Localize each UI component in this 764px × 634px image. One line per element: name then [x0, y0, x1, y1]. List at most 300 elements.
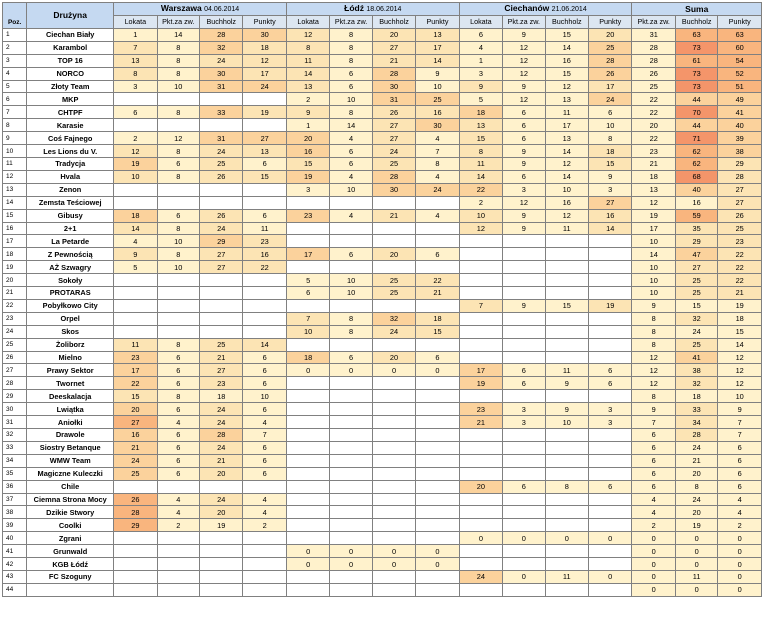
suma-punkty-cell: 7	[718, 429, 762, 442]
team-name-cell: FC Szoguny	[27, 570, 114, 583]
team-name-cell: Hvala	[27, 170, 114, 183]
warszawa-buchholz-cell: 26	[200, 209, 243, 222]
warszawa-punkty-cell: 6	[243, 403, 286, 416]
suma-punkty-cell: 9	[718, 403, 762, 416]
poz-cell: 7	[3, 106, 27, 119]
lodz-pkt-cell: 10	[330, 287, 372, 300]
warszawa-pkt-cell	[157, 532, 199, 545]
ciechanow-name: Ciechanów	[504, 3, 550, 13]
lodz-lokata-cell	[286, 299, 329, 312]
poz-cell: 36	[3, 480, 27, 493]
table-row	[3, 183, 762, 196]
warszawa-lokata-cell: 27	[114, 416, 157, 429]
team-name-cell: TOP 16	[27, 54, 114, 67]
ciechanow-buchholz-cell	[545, 467, 588, 480]
warszawa-punkty-cell: 17	[243, 67, 286, 80]
lodz-pkt-cell: 6	[330, 248, 372, 261]
lodz-lokata-cell: 20	[286, 132, 329, 145]
warszawa-lokata-cell: 18	[114, 209, 157, 222]
team-name-cell: MKP	[27, 93, 114, 106]
suma-pkt-cell: 28	[632, 54, 675, 67]
warszawa-pkt-cell: 8	[157, 145, 199, 158]
ciechanow-buchholz-cell	[545, 545, 588, 558]
warszawa-lokata-cell: 21	[114, 441, 157, 454]
team-name-cell: Żoliborz	[27, 338, 114, 351]
ciechanow-lokata-cell: 5	[459, 93, 502, 106]
lodz-pkt-cell: 8	[330, 312, 372, 325]
suma-pkt-cell: 12	[632, 351, 675, 364]
ciechanow-lokata-cell: 15	[459, 132, 502, 145]
suma-punkty-cell: 6	[718, 454, 762, 467]
lodz-lokata-cell: 13	[286, 80, 329, 93]
lodz-pkt-cell	[330, 583, 372, 596]
team-name-cell: PROTARAS	[27, 287, 114, 300]
team-name-cell: Tradycja	[27, 157, 114, 170]
suma-pkt-cell: 10	[632, 261, 675, 274]
warszawa-punkty-cell: 4	[243, 416, 286, 429]
lodz-punkty-cell	[416, 480, 459, 493]
lodz-buchholz-cell: 30	[372, 80, 415, 93]
suma-punkty-cell: 40	[718, 119, 762, 132]
warszawa-lokata-cell: 13	[114, 54, 157, 67]
suma-buchholz-cell: 25	[675, 287, 717, 300]
warszawa-buchholz-cell: 20	[200, 467, 243, 480]
ciechanow-punkty-cell: 3	[588, 416, 632, 429]
ciechanow-punkty-cell	[588, 248, 632, 261]
lodz-punkty-cell	[416, 519, 459, 532]
ciechanow-lokata-cell	[459, 545, 502, 558]
suma-punkty-cell: 0	[718, 570, 762, 583]
ciechanow-lokata-cell: 2	[459, 196, 502, 209]
suma-pkt-cell: 31	[632, 28, 675, 41]
ciechanow-buchholz-cell	[545, 287, 588, 300]
lodz-lokata-cell	[286, 506, 329, 519]
lodz-pkt-cell	[330, 454, 372, 467]
warszawa-buchholz-cell: 25	[200, 157, 243, 170]
suma-buchholz-cell: 35	[675, 222, 717, 235]
warszawa-punkty-cell	[243, 570, 286, 583]
warszawa-buchholz-cell	[200, 480, 243, 493]
warszawa-buchholz-cell: 18	[200, 390, 243, 403]
lodz-buchholz-cell: 27	[372, 41, 415, 54]
warszawa-buchholz-cell: 20	[200, 506, 243, 519]
ciechanow-pkt-cell: 6	[503, 480, 545, 493]
suma-buchholz-cell: 28	[675, 429, 717, 442]
lodz-buchholz-cell	[372, 299, 415, 312]
lodz-punkty-cell: 13	[416, 28, 459, 41]
lodz-lokata-cell: 11	[286, 54, 329, 67]
warszawa-lokata-cell: 28	[114, 506, 157, 519]
table-row	[3, 493, 762, 506]
ciechanow-buchholz-cell	[545, 248, 588, 261]
lodz-pkt-cell	[330, 493, 372, 506]
ciechanow-punkty-cell: 26	[588, 67, 632, 80]
lodz-punkty-cell	[416, 570, 459, 583]
suma-punkty-cell: 41	[718, 106, 762, 119]
warszawa-punkty-cell	[243, 183, 286, 196]
suma-pkt-cell: 10	[632, 287, 675, 300]
lodz-pkt-cell	[330, 570, 372, 583]
table-row	[3, 364, 762, 377]
ciechanow-lokata-cell	[459, 429, 502, 442]
lodz-punkty-cell: 6	[416, 351, 459, 364]
ciechanow-punkty-cell	[588, 429, 632, 442]
team-name-cell: Magiczne Kuleczki	[27, 467, 114, 480]
lodz-pkt-cell	[330, 196, 372, 209]
ciechanow-pkt-cell	[503, 235, 545, 248]
ciechanow-punkty-cell: 0	[588, 532, 632, 545]
lodz-pkt-cell	[330, 519, 372, 532]
suma-punkty-header: Punkty	[718, 16, 762, 29]
poz-cell: 20	[3, 274, 27, 287]
team-name-cell: NORCO	[27, 67, 114, 80]
lodz-buchholz-cell: 24	[372, 325, 415, 338]
lodz-buchholz-cell: 25	[372, 274, 415, 287]
lodz-punkty-cell	[416, 467, 459, 480]
ciechanow-pkt-cell	[503, 274, 545, 287]
suma-buchholz-cell: 40	[675, 183, 717, 196]
team-name-cell: Deeskalacja	[27, 390, 114, 403]
ciechanow-punkty-cell: 3	[588, 403, 632, 416]
table-row	[3, 429, 762, 442]
lodz-buchholz-cell	[372, 416, 415, 429]
ciechanow-pkt-cell: 12	[503, 54, 545, 67]
suma-buchholz-cell: 27	[675, 261, 717, 274]
ciechanow-punkty-cell	[588, 493, 632, 506]
warszawa-buchholz-cell	[200, 570, 243, 583]
lodz-pkt-cell	[330, 261, 372, 274]
ciechanow-pkt-cell	[503, 545, 545, 558]
poz-cell: 41	[3, 545, 27, 558]
lodz-buchholz-cell	[372, 441, 415, 454]
lodz-punkty-cell: 0	[416, 545, 459, 558]
suma-buchholz-cell: 47	[675, 248, 717, 261]
poz-cell: 16	[3, 222, 27, 235]
ciechanow-punkty-cell	[588, 558, 632, 571]
lodz-buchholz-cell	[372, 196, 415, 209]
ciechanow-date: 21.06.2014	[551, 6, 587, 13]
lodz-lokata-cell: 18	[286, 351, 329, 364]
ciechanow-lokata-cell	[459, 261, 502, 274]
poz-cell: 21	[3, 287, 27, 300]
suma-buchholz-cell: 24	[675, 325, 717, 338]
warszawa-buchholz-cell: 29	[200, 235, 243, 248]
ciechanow-punkty-cell	[588, 312, 632, 325]
lodz-buchholz-cell	[372, 403, 415, 416]
lodz-punkty-cell: 25	[416, 93, 459, 106]
table-row	[3, 545, 762, 558]
suma-punkty-cell: 0	[718, 532, 762, 545]
lodz-punkty-cell	[416, 261, 459, 274]
lodz-punkty-cell: 22	[416, 274, 459, 287]
warszawa-pkt-cell	[157, 119, 199, 132]
ciechanow-lokata-cell: 13	[459, 119, 502, 132]
suma-punkty-cell: 18	[718, 312, 762, 325]
ciechanow-punkty-cell: 15	[588, 157, 632, 170]
warszawa-punkty-cell	[243, 299, 286, 312]
results-table	[2, 2, 762, 597]
suma-buchholz-cell: 33	[675, 403, 717, 416]
ciechanow-pkt-header: Pkt.za zw.	[503, 16, 545, 29]
warszawa-buchholz-cell: 24	[200, 145, 243, 158]
warszawa-buchholz-cell	[200, 183, 243, 196]
suma-punkty-cell: 12	[718, 377, 762, 390]
ciechanow-lokata-cell	[459, 235, 502, 248]
lodz-buchholz-cell	[372, 570, 415, 583]
lodz-lokata-cell	[286, 519, 329, 532]
warszawa-punkty-cell: 14	[243, 338, 286, 351]
poz-cell: 22	[3, 299, 27, 312]
lodz-lokata-cell	[286, 493, 329, 506]
lodz-punkty-cell	[416, 403, 459, 416]
ciechanow-pkt-cell	[503, 312, 545, 325]
warszawa-buchholz-cell: 24	[200, 222, 243, 235]
lodz-punkty-header: Punkty	[416, 16, 459, 29]
ciechanow-punkty-cell: 6	[588, 106, 632, 119]
suma-punkty-cell: 27	[718, 196, 762, 209]
ciechanow-buchholz-cell	[545, 558, 588, 571]
warszawa-pkt-cell	[157, 570, 199, 583]
warszawa-lokata-cell: 16	[114, 429, 157, 442]
suma-buchholz-cell: 29	[675, 235, 717, 248]
lodz-lokata-cell: 6	[286, 287, 329, 300]
lodz-lokata-cell	[286, 390, 329, 403]
warszawa-lokata-cell	[114, 570, 157, 583]
poz-cell: 29	[3, 390, 27, 403]
suma-pkt-cell: 28	[632, 41, 675, 54]
lodz-lokata-cell	[286, 416, 329, 429]
lodz-pkt-cell	[330, 403, 372, 416]
suma-buchholz-cell: 21	[675, 454, 717, 467]
ciechanow-punkty-cell	[588, 325, 632, 338]
lodz-pkt-cell: 0	[330, 545, 372, 558]
table-row	[3, 93, 762, 106]
warszawa-buchholz-cell: 24	[200, 493, 243, 506]
lodz-pkt-cell	[330, 338, 372, 351]
lodz-pkt-cell: 4	[330, 209, 372, 222]
warszawa-punkty-cell	[243, 312, 286, 325]
ciechanow-pkt-cell	[503, 467, 545, 480]
warszawa-lokata-cell: 3	[114, 80, 157, 93]
warszawa-buchholz-cell: 33	[200, 106, 243, 119]
table-row	[3, 28, 762, 41]
lodz-buchholz-cell	[372, 222, 415, 235]
table-row	[3, 583, 762, 596]
warszawa-pkt-cell: 8	[157, 222, 199, 235]
ciechanow-buchholz-cell	[545, 583, 588, 596]
suma-punkty-cell: 14	[718, 338, 762, 351]
table-row	[3, 377, 762, 390]
table-row	[3, 416, 762, 429]
warszawa-buchholz-cell: 26	[200, 170, 243, 183]
ciechanow-buchholz-cell	[545, 261, 588, 274]
suma-punkty-cell: 29	[718, 157, 762, 170]
warszawa-lokata-cell	[114, 119, 157, 132]
warszawa-lokata-cell: 5	[114, 261, 157, 274]
suma-name: Suma	[685, 3, 709, 14]
table-row	[3, 80, 762, 93]
warszawa-lokata-cell: 4	[114, 235, 157, 248]
ciechanow-buchholz-cell	[545, 274, 588, 287]
lodz-lokata-cell: 12	[286, 28, 329, 41]
suma-punkty-cell: 54	[718, 54, 762, 67]
team-name-cell: Les Lions du V.	[27, 145, 114, 158]
ciechanow-punkty-cell: 20	[588, 28, 632, 41]
suma-pkt-cell: 26	[632, 67, 675, 80]
suma-pkt-cell: 18	[632, 170, 675, 183]
ciechanow-punkty-cell	[588, 583, 632, 596]
suma-pkt-cell: 12	[632, 196, 675, 209]
team-name-cell: Karambol	[27, 41, 114, 54]
lodz-punkty-cell: 4	[416, 170, 459, 183]
warszawa-pkt-cell: 4	[157, 493, 199, 506]
warszawa-punkty-cell: 6	[243, 157, 286, 170]
suma-punkty-cell: 4	[718, 493, 762, 506]
suma-punkty-cell: 6	[718, 480, 762, 493]
warszawa-lokata-cell: 20	[114, 403, 157, 416]
ciechanow-punkty-cell: 24	[588, 93, 632, 106]
ciechanow-buchholz-cell: 17	[545, 119, 588, 132]
ciechanow-pkt-cell: 9	[503, 145, 545, 158]
team-name-cell: Siostry Betanque	[27, 441, 114, 454]
table-row	[3, 157, 762, 170]
suma-buchholz-cell: 38	[675, 364, 717, 377]
table-row	[3, 209, 762, 222]
table-row	[3, 248, 762, 261]
warszawa-buchholz-cell: 30	[200, 67, 243, 80]
warszawa-buchholz-cell: 27	[200, 364, 243, 377]
warszawa-buchholz-cell: 24	[200, 441, 243, 454]
ciechanow-pkt-cell: 9	[503, 80, 545, 93]
ciechanow-lokata-cell: 0	[459, 532, 502, 545]
warszawa-pkt-cell: 8	[157, 170, 199, 183]
suma-buchholz-cell: 24	[675, 441, 717, 454]
poz-cell: 44	[3, 583, 27, 596]
warszawa-punkty-header: Punkty	[243, 16, 286, 29]
ciechanow-buchholz-cell: 14	[545, 170, 588, 183]
warszawa-pkt-cell: 6	[157, 209, 199, 222]
ciechanow-pkt-cell	[503, 429, 545, 442]
ciechanow-punkty-cell: 9	[588, 170, 632, 183]
warszawa-punkty-cell	[243, 93, 286, 106]
lodz-pkt-cell: 8	[330, 54, 372, 67]
warszawa-lokata-cell: 26	[114, 493, 157, 506]
ciechanow-pkt-cell: 6	[503, 119, 545, 132]
warszawa-lokata-cell	[114, 183, 157, 196]
ciechanow-punkty-cell: 14	[588, 222, 632, 235]
ciechanow-pkt-cell: 12	[503, 67, 545, 80]
lodz-punkty-cell	[416, 429, 459, 442]
ciechanow-buchholz-cell: 13	[545, 132, 588, 145]
warszawa-lokata-cell	[114, 299, 157, 312]
poz-cell: 25	[3, 338, 27, 351]
lodz-buchholz-cell	[372, 261, 415, 274]
ciechanow-buchholz-cell	[545, 454, 588, 467]
suma-pkt-cell: 0	[632, 583, 675, 596]
ciechanow-lokata-cell: 6	[459, 28, 502, 41]
warszawa-lokata-cell	[114, 93, 157, 106]
ciechanow-lokata-cell: 12	[459, 222, 502, 235]
warszawa-punkty-cell: 15	[243, 170, 286, 183]
lodz-pkt-cell	[330, 299, 372, 312]
lodz-buchholz-cell: 30	[372, 183, 415, 196]
ciechanow-buchholz-cell: 11	[545, 364, 588, 377]
warszawa-pkt-cell: 6	[157, 364, 199, 377]
lodz-punkty-cell: 30	[416, 119, 459, 132]
suma-pkt-cell: 6	[632, 454, 675, 467]
warszawa-pkt-cell: 6	[157, 441, 199, 454]
table-row	[3, 467, 762, 480]
ciechanow-lokata-cell	[459, 312, 502, 325]
warszawa-punkty-cell: 6	[243, 454, 286, 467]
lodz-buchholz-cell: 26	[372, 106, 415, 119]
warszawa-lokata-cell: 7	[114, 41, 157, 54]
lodz-pkt-cell: 4	[330, 170, 372, 183]
poz-cell: 31	[3, 416, 27, 429]
ciechanow-pkt-cell: 12	[503, 41, 545, 54]
warszawa-date: 04.06.2014	[204, 6, 240, 13]
ciechanow-buchholz-cell	[545, 235, 588, 248]
warszawa-buchholz-cell: 31	[200, 80, 243, 93]
warszawa-pkt-cell	[157, 196, 199, 209]
warszawa-group-header	[114, 3, 287, 16]
lodz-buchholz-cell	[372, 532, 415, 545]
warszawa-punkty-cell: 12	[243, 54, 286, 67]
suma-buchholz-cell: 11	[675, 570, 717, 583]
ciechanow-lokata-cell: 19	[459, 377, 502, 390]
poz-cell: 35	[3, 467, 27, 480]
lodz-buchholz-cell	[372, 493, 415, 506]
table-row	[3, 196, 762, 209]
ciechanow-pkt-cell	[503, 454, 545, 467]
warszawa-punkty-cell	[243, 325, 286, 338]
warszawa-pkt-cell: 8	[157, 106, 199, 119]
table-row	[3, 312, 762, 325]
ciechanow-pkt-cell: 9	[503, 222, 545, 235]
lodz-punkty-cell	[416, 377, 459, 390]
lodz-pkt-cell	[330, 441, 372, 454]
team-name-cell: Aniołki	[27, 416, 114, 429]
ciechanow-buchholz-header: Buchholz	[545, 16, 588, 29]
ciechanow-pkt-cell: 6	[503, 132, 545, 145]
suma-buchholz-cell: 73	[675, 67, 717, 80]
suma-pkt-cell: 23	[632, 145, 675, 158]
lodz-pkt-cell	[330, 377, 372, 390]
suma-buchholz-cell: 18	[675, 390, 717, 403]
suma-punkty-cell: 27	[718, 183, 762, 196]
warszawa-pkt-cell	[157, 312, 199, 325]
team-name-cell: Gibusy	[27, 209, 114, 222]
lodz-pkt-cell: 10	[330, 183, 372, 196]
ciechanow-lokata-cell	[459, 274, 502, 287]
ciechanow-lokata-cell	[459, 441, 502, 454]
suma-buchholz-cell: 0	[675, 545, 717, 558]
suma-group-header	[632, 3, 762, 16]
poz-cell: 15	[3, 209, 27, 222]
lodz-lokata-cell	[286, 441, 329, 454]
lodz-lokata-cell: 23	[286, 209, 329, 222]
lodz-pkt-cell: 6	[330, 145, 372, 158]
warszawa-lokata-cell	[114, 480, 157, 493]
ciechanow-buchholz-cell: 15	[545, 67, 588, 80]
lodz-group-header	[286, 3, 459, 16]
warszawa-punkty-cell: 6	[243, 467, 286, 480]
warszawa-pkt-cell: 8	[157, 41, 199, 54]
warszawa-buchholz-cell: 31	[200, 132, 243, 145]
ciechanow-lokata-cell: 8	[459, 145, 502, 158]
warszawa-lokata-cell: 22	[114, 377, 157, 390]
lodz-buchholz-cell: 20	[372, 248, 415, 261]
